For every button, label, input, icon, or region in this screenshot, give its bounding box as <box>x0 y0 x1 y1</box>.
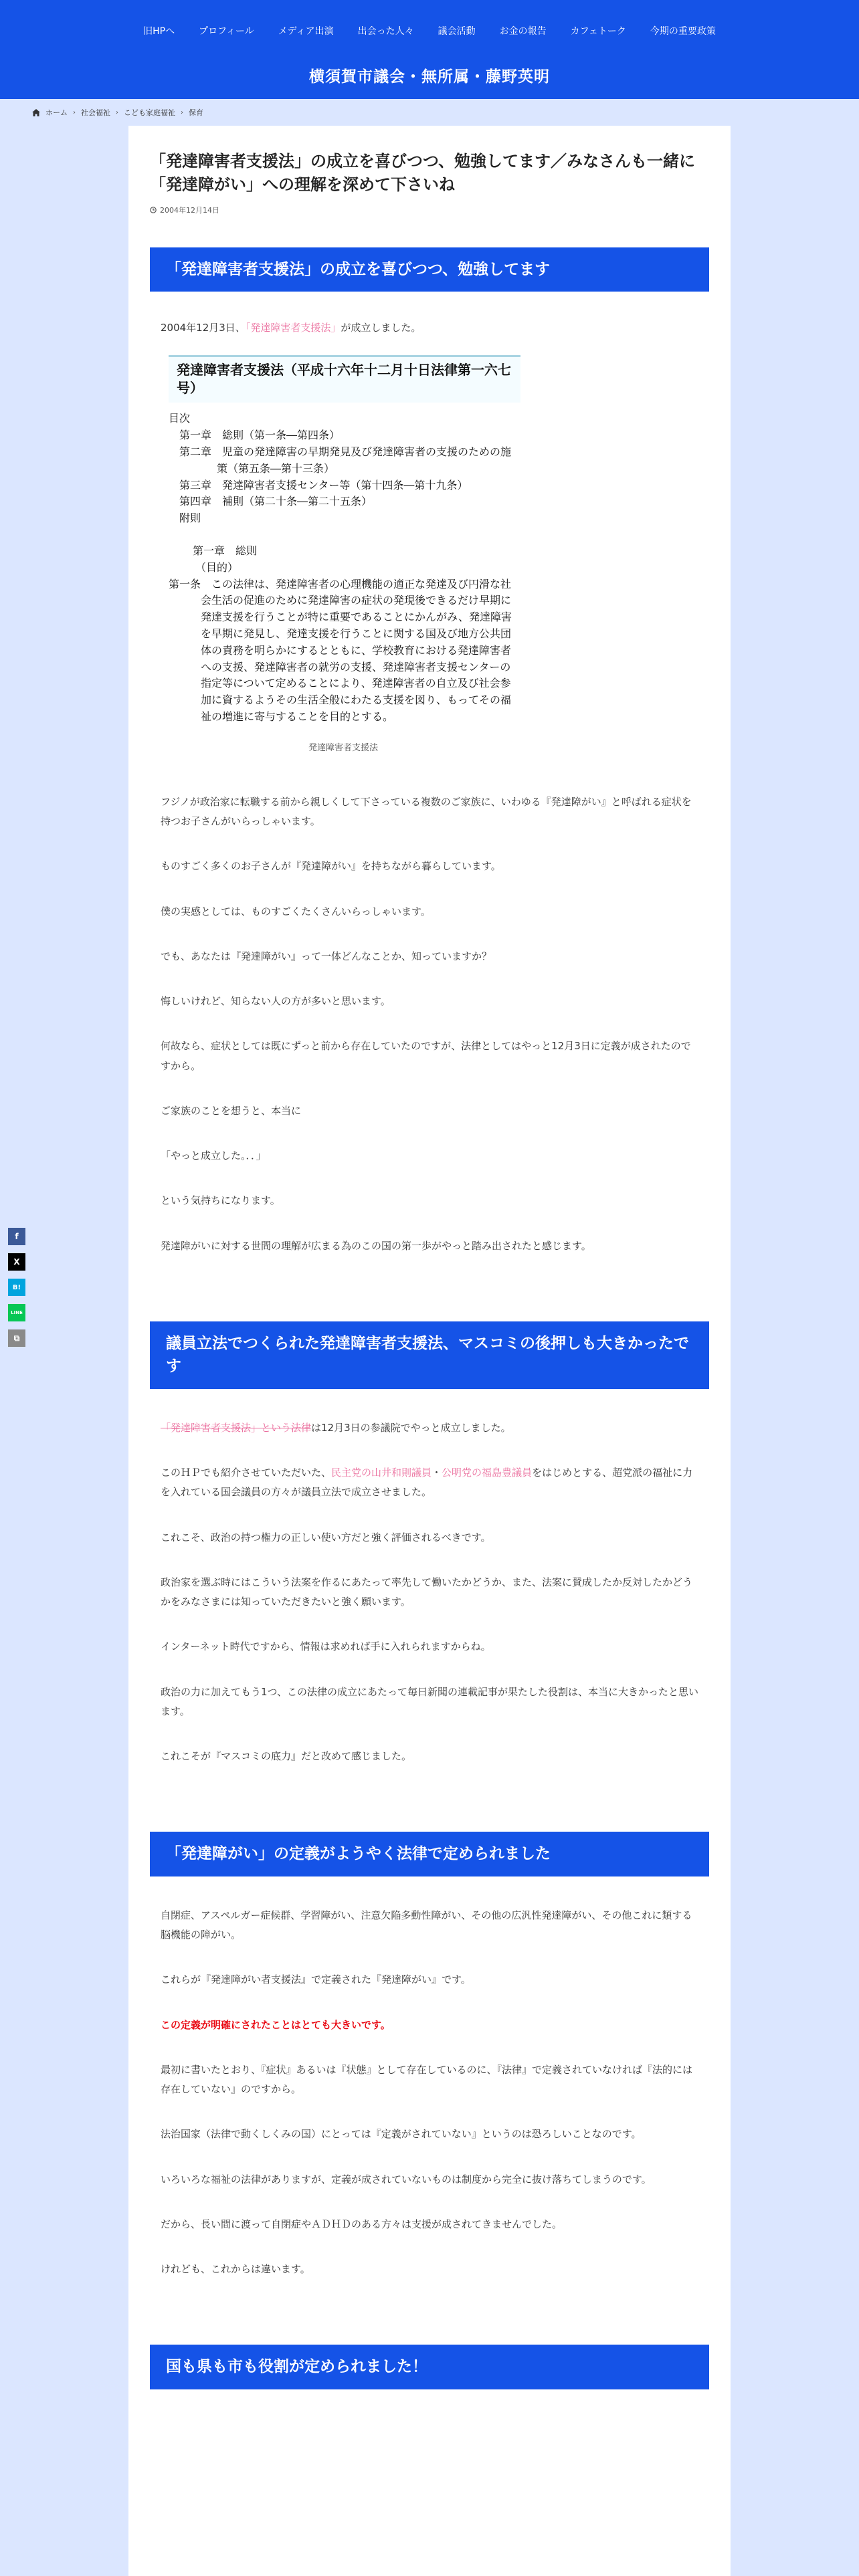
paragraph: ご家族のことを想うと、本当に <box>161 1104 302 1117</box>
paragraph: でも、あなたは『発達障がい』って一体どんなことか、知っていますか？ <box>161 950 492 962</box>
paragraph: 最初に書いたとおり、『症状』あるいは『状態』として存在しているのに、『法律』で定義されていなければ『法的には存在していない』のですから。 <box>161 2063 693 2096</box>
intro-text: 2004年12月3日、 <box>161 322 246 334</box>
article-text: 第一条 この法律は、発達障害者の心理機能の適正な発達及び円滑な社会生活の促進のために発達障害の症状の発現後できるだけ早期に発達支援を行うことが特に重要であることにかんがみ、発達障害を早期に発見し、発達支援を行うことに関する国及び地方公共団体の責務を明らかにするとともに、学校教育における発達障害者への支援、発達障害者の就労の支援、発達障害者支援センターの指定等について定めることにより、発達障害者の自立及び社会参加に資するようその生活全般にわたる支援を図り、もってその福祉の増進に寄与することを目的とする。 <box>169 577 512 723</box>
section-body-1b <box>128 792 731 1256</box>
toc-heading: 目次 <box>169 412 191 425</box>
section-body-3 <box>128 1906 731 2280</box>
nav-people[interactable]: 出会った人々 <box>357 26 414 37</box>
paragraph-text: は12月3日の参議院でやっと成立しました。 <box>311 1421 511 1434</box>
paragraph: 何故なら、症状としては既にずっと前から存在していたのですが、法律としてはやっと12月3日に定義が成されたのですから。 <box>161 1040 691 1072</box>
paragraph-text: をはじめとする、超党派の福祉に力を入れている国会議員の方々が議員立法で成立させました。 <box>161 1467 693 1499</box>
fukushima-link[interactable]: 公明党の福島豊議員 <box>442 1467 533 1479</box>
intro-paragraph <box>161 318 698 338</box>
article-card <box>128 126 731 2576</box>
share-bar <box>8 1228 25 1355</box>
toc-item: 附則 <box>179 512 201 525</box>
paragraph: これこそが『マスコミの底力』だと改めて感じました。 <box>161 1750 412 1763</box>
line-icon[interactable]: LINE <box>8 1304 25 1321</box>
section-body-2 <box>128 1418 731 1767</box>
paragraph: ものすごく多くのお子さんが『発達障がい』を持ちながら暮らしています。 <box>161 860 501 873</box>
breadcrumb <box>0 99 859 126</box>
toc-item: 第三章 発達障害者支援センター等（第十四条―第十九条） <box>179 478 468 492</box>
paragraph: 自閉症、アスペルガー症候群、学習障がい、注意欠陥多動性障がい、その他の広汎性発達障がい、その他これに類する脳機能の障がい。 <box>161 1909 692 1941</box>
nav-old-hp[interactable]: 旧HPへ <box>143 26 175 37</box>
nav-profile[interactable]: プロフィール <box>199 26 254 37</box>
paragraph: いろいろな福祉の法律がありますが、定義が成されていないものは制度から完全に抜け落ちてしまうのです。 <box>161 2173 652 2185</box>
hatena-icon[interactable]: B! <box>8 1279 25 1296</box>
paragraph: 悔しいけれど、知らない人の方が多いと思います。 <box>161 995 391 1008</box>
toc-list <box>166 427 520 527</box>
yamanoi-link[interactable]: 民主党の山井和則議員 <box>331 1467 432 1479</box>
paragraph: だから、長い間に渡って自閉症やＡＤＨＤのある方々は支援が成されてきませんでした。 <box>161 2218 563 2230</box>
law-link[interactable]: 「発達障害者支援法」 <box>245 322 341 334</box>
article-subhead: （目的） <box>195 560 239 574</box>
x-icon[interactable]: X <box>8 1253 25 1271</box>
paragraph: 政治の力に加えてもう1つ、この法律の成立にあたって毎日新聞の連載記事が果たした役割は、本当に大きかったと思います。 <box>161 1685 698 1717</box>
paragraph-text: このＨＰでも紹介させていただいた、 <box>161 1467 332 1479</box>
home-icon <box>32 109 40 116</box>
paragraph: 政治家を選ぶ時にはこういう法案を作るにあたって率先して働いたかどうか、また、法案に賛成したか反対したかどうかをみなさまには知っていただきたいと強く願います。 <box>161 1576 693 1608</box>
breadcrumb-welfare[interactable]: 社会福祉 <box>81 108 110 117</box>
facebook-icon[interactable]: f <box>8 1228 25 1245</box>
paragraph: という気持ちになります。 <box>161 1194 280 1207</box>
section-heading-3: 「発達障がい」の定義がようやく法律で定められました <box>150 1832 709 1876</box>
law-link-2[interactable]: 「発達障害者支援法」という法律 <box>161 1421 312 1434</box>
nav-money[interactable]: お金の報告 <box>499 26 547 37</box>
paragraph: インターネット時代ですから、情報は求めれば手に入れられますからね。 <box>161 1640 491 1653</box>
quote-title: 発達障害者支援法（平成十六年十二月十日法律第一六七号） <box>169 355 520 403</box>
breadcrumb-nursery[interactable]: 保育 <box>189 108 203 117</box>
toc-item: 第一章 総則（第一条―第四条） <box>179 429 341 442</box>
post-date <box>150 205 709 215</box>
toc-item: 第四章 補則（第二十条―第二十五条） <box>179 495 373 508</box>
breadcrumb-child-welfare[interactable]: こども家庭福祉 <box>124 108 175 117</box>
post-date-text: 2004年12月14日 <box>160 205 219 215</box>
nav-cafetalk[interactable]: カフェトーク <box>570 26 626 37</box>
copy-icon[interactable]: ⧉ <box>8 1329 25 1347</box>
nav-council[interactable]: 議会活動 <box>438 26 476 37</box>
law-quote <box>166 355 520 754</box>
paragraph: 発達障がいに対する世間の理解が広まる為のこの国の第一歩がやっと踏み出されたと感じます。 <box>161 1239 591 1252</box>
site-title[interactable]: 横須賀市議会・無所属・藤野英明 <box>309 68 550 86</box>
clock-icon <box>150 207 157 213</box>
chevron-right-icon: › <box>73 108 76 116</box>
chevron-right-icon: › <box>181 108 183 116</box>
breadcrumb-home[interactable]: ホーム <box>45 108 68 117</box>
paragraph-text: ・ <box>432 1467 442 1479</box>
chevron-right-icon: › <box>116 108 118 116</box>
paragraph: 僕の実感としては、ものすごくたくさんいらっしゃいます。 <box>161 905 431 918</box>
global-nav <box>0 0 859 37</box>
paragraph: これらが『発達障がい者支援法』で定義された『発達障がい』です。 <box>161 1973 471 1986</box>
section-body-1 <box>128 318 731 338</box>
section-heading-4: 国も県も市も役割が定められました！ <box>150 2345 709 2389</box>
quote-caption: 発達障害者支援法 <box>308 742 378 753</box>
paragraph: これこそ、政治の持つ権力の正しい使い方だと強く評価されるべきです。 <box>161 1531 491 1543</box>
paragraph: けれども、これからは違います。 <box>161 2263 310 2276</box>
paragraph <box>161 1463 698 1503</box>
paragraph: 法治国家（法律で動くしくみの国）にとっては『定義がされていない』というのは恐ろしいことなのです。 <box>161 2128 642 2141</box>
nav-media[interactable]: メディア出演 <box>278 26 334 37</box>
intro-text-end: が成立しました。 <box>341 322 421 334</box>
post-title: 「発達障害者支援法」の成立を喜びつつ、勉強してます／みなさんも一緒に「発達障がい」への理解を深めて下さいね <box>150 152 696 194</box>
paragraph <box>161 1418 698 1438</box>
section-heading-1: 「発達障害者支援法」の成立を喜びつつ、勉強してます <box>150 247 709 292</box>
nav-policy[interactable]: 今期の重要政策 <box>650 26 716 37</box>
paragraph: 「やっと成立した。．．」 <box>161 1150 266 1162</box>
paragraph: フジノが政治家に転職する前から親しくして下さっている複数のご家族に、いわゆる『発達障がい』と呼ばれる症状を持つお子さんがいらっしゃいます。 <box>161 795 692 828</box>
emphasis-paragraph: この定義が明確にされたことはとても大きいです。 <box>161 2018 391 2031</box>
toc-item: 第二章 児童の発達障害の早期発見及び発達障害者の支援のための施策（第五条―第十三条） <box>179 445 512 475</box>
section-heading-2: 議員立法でつくられた発達障害者支援法、マスコミの後押しも大きかったです <box>150 1321 709 1389</box>
site-header <box>0 0 859 99</box>
chapter-heading: 第一章 総則 <box>193 544 258 557</box>
